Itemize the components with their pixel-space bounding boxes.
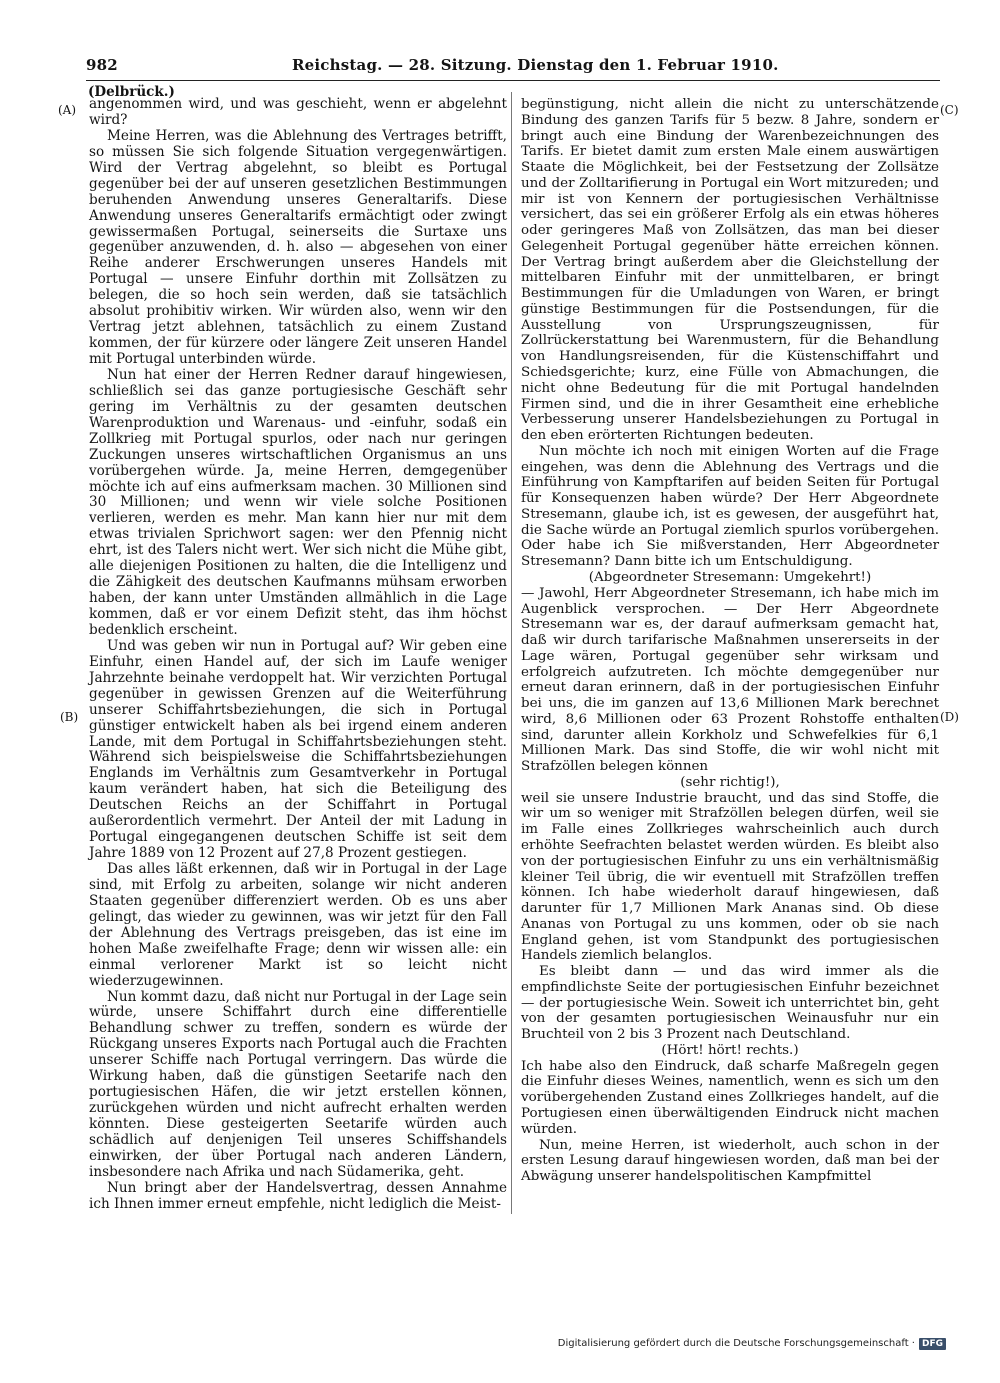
margin-marker-a: (A) — [58, 103, 77, 117]
page-header — [86, 54, 940, 80]
speaker-name: (Delbrück.) — [88, 84, 175, 100]
paragraph: weil sie unsere Industrie braucht, und das sind Stoffe, die wir um so weniger mit Strafzöllen belegen dürfen, weil sie im Falle eines Zollkrieges wahrscheinlich auch durch erhöhte Seefrachten belastet werden würden. Es bleibt also von der portugiesischen Einfuhr zu uns ein verhältnismäßig kleiner Teil übrig, die wir eventuell mit Strafzöllen treffen können. Ich habe wiederholt darauf hingewiesen, daß darunter für 1,7 Millionen Mark Ananas sind. Ob diese Ananas von Portugal zu uns kommen, oder ob sie nach England gehen, ist vom Standpunkt des portugiesischen Handels ziemlich belanglos. — [521, 790, 939, 964]
page-number: 982 — [86, 56, 118, 74]
paragraph: Es bleibt dann — und das wird immer als die empfindlichste Seite der portugiesischen Einfuhr bezeichnet — der portugiesische Wein. Soweit ich unterrichtet bin, geht von der gesamten portugiesischen Weinausfuhr nur ein Bruchteil von 2 bis 3 Prozent nach Deutschland. — [521, 964, 939, 1043]
paragraph: Nun, meine Herren, ist wiederholt, auch schon in der ersten Lesung darauf hingewiesen worden, daß man bei der Abwägung unserer handelspolitischen Kampfmittel — [521, 1137, 939, 1185]
paragraph: Nun bringt aber der Handelsvertrag, dessen Annahme ich Ihnen immer erneut empfehle, nicht lediglich die Meist- — [89, 1179, 507, 1212]
paragraph: Meine Herren, was die Ablehnung des Vertrages betrifft, so müssen Sie sich folgende Situation vergegenwärtigen. Wird der Vertrag abgelehnt, so bleibt es Portugal gegenüber bei der auf unseren gesetzlichen Bestimmungen beruhenden Anwendung unseres Generaltarifs. Diese Anwendung unseres Generaltarifs ermächtigt oder zwingt gewissermaßen Portugal, seinerseits die Surtaxe uns gegenüber anzuwenden, d. h. also — abgesehen von einer Reihe anderer Erschwerungen unseres Handels mit Portugal — unsere Einfuhr dorthin mit Zollsätzen zu belegen, die so hoch sein werden, daß sie tatsächlich absolut prohibitiv wirken. Wir würden also, wenn wir den Vertrag jetzt ablehnen, tatsächlich zu einem Zustand kommen, der für kürzere oder längere Zeit unseren Handel mit Portugal unterbinden würde. — [89, 127, 507, 367]
interjection: (Abgeordneter Stresemann: Umgekehrt!) — [588, 569, 872, 585]
funding-note — [558, 1338, 946, 1350]
left-column — [89, 97, 507, 1213]
right-column — [521, 97, 939, 1185]
paragraph: Nun möchte ich noch mit einigen Worten auf die Frage eingehen, was denn die Ablehnung des Vertrags und die Einführung von Kampftarifen auf beiden Seiten für Portugal für Konsequenzen haben würde? Der Herr Abgeordnete Stresemann, glaube ich, ist es gewesen, der ausgeführt hat, die Sache würde an Portugal ziemlich spurlos vorübergehen. Oder habe ich Sie mißverstanden, Herr Abgeordneter Stresemann? Dann bitte ich um Entschuldigung. — [521, 443, 939, 570]
paragraph: Nun kommt dazu, daß nicht nur Portugal in der Lage sein würde, unsere Schiffahrt durch eine differentielle Behandlung schwer zu treffen, sondern es würde der Rückgang unseres Exports nach Portugal auch die Frachten unserer Schiffe nach Portugal verringern. Das würde die Wirkung haben, daß die günstigen Seetarife nach den portugiesischen Häfen, die wir jetzt erstellen können, zurückgehen würden und nicht aufrecht erhalten werden könnten. Diese gesteigerten Seetarife würden auch schädlich auf denjenigen Teil unseres Schiffshandels einwirken, der über Portugal nach anderen Ländern, insbesondere nach Afrika und nach Südamerika, geht. — [89, 988, 507, 1180]
column-divider — [511, 92, 512, 1214]
paragraph: Und was geben wir nun in Portugal auf? Wir geben eine Einfuhr, einen Handel auf, der sich im Laufe weniger Jahrzehnte beinahe verdoppelt hat. Wir verzichten Portugal gegenüber in gewissen Grenzen auf die Weiterführung unserer Schiffahrtsbeziehungen, die sich in Portugal günstiger entwickelt haben als bei irgend einem anderen Lande, mit dem Portugal in Schiffahrtsbeziehungen steht. Während sich beispielsweise die Schiffahrtsbeziehungen Englands im Verhältnis zum Gesamtverkehr in Portugal kaum verändert haben, hat sich die Beteiligung des Deutschen Reichs an der Schiffahrt in Portugal außerordentlich vermehrt. Der Anteil der mit Ladung in Portugal eingegangenen deutschen Schiffe ist seit dem Jahre 1889 von 12 Prozent auf 27,8 Prozent gestiegen. — [89, 637, 507, 862]
margin-marker-c: (C) — [940, 103, 959, 117]
funding-text: Digitalisierung gefördert durch die Deutsche Forschungsgemeinschaft · — [557, 1338, 915, 1349]
margin-marker-d: (D) — [940, 710, 959, 724]
margin-marker-b: (B) — [60, 710, 79, 724]
paragraph: Das alles läßt erkennen, daß wir in Portugal in der Lage sind, mit Erfolg zu arbeiten, solange wir nicht anderen Staaten gegenüber differenziert werden. Ob es uns aber gelingt, das wieder zu gewinnen, was wir jetzt für den Fall der Ablehnung des Vertrags preisgeben, das ist eine im hohen Maße zweifelhafte Frage; denn wir wissen alle: ein einmal verlorener Markt ist so leicht nicht wiederzugewinnen. — [89, 861, 507, 989]
interjection: (sehr richtig!), — [680, 774, 780, 790]
paragraph: angenommen wird, und was geschieht, wenn er abgelehnt wird? — [89, 96, 507, 128]
paragraph: begünstigung, nicht allein die nicht zu unterschätzende Bindung des ganzen Tarifs für 5 bezw. 8 Jahre, sondern er bringt auch eine Bindung der Warenbezeichnungen des Tarifs. Er bietet damit zum ersten Male einem auswärtigen Staate die Möglichkeit, bei der Festsetzung der Zollsätze und der Zolltarifierung in Portugal ein Wort mitzureden; und mir ist von Kennern der portugiesischen Verhältnisse versichert, das sei ein größerer Erfolg als ein etwas höheres oder geringeres Maß von Zollsätzen, das man bei dieser Gelegenheit Portugal gegenüber hätte erreichen können. Der Vertrag bringt außerdem aber die Gleichstellung der mittelbaren Einfuhr mit der unmittelbaren, er bringt Bestimmungen für die Umladungen von Waren, er bringt günstige Bestimmungen für die Postsendungen, für die Ausstellung von Ursprungszeugnissen, für Zollrückerstattung bei Warenmustern, für die Behandlung von Handlungsreisenden, für die Küstenschiffahrt und Schiedsgerichte; kurz, eine Fülle von Abmachungen, die nicht ohne Bedeutung für die mit Portugal handelnden Firmen sind, und die in ihrer Gesamtheit eine erhebliche Verbesserung unserer Handelsbeziehungen zu Portugal in den eben erörterten Richtungen bedeuten. — [521, 97, 939, 444]
header-rule — [86, 80, 940, 81]
interjection: (Hört! hört! rechts.) — [661, 1042, 799, 1058]
paragraph: — Jawohl, Herr Abgeordneter Stresemann, ich habe mich im Augenblick versprochen. — Der Herr Abgeordnete Stresemann war es, der darauf aufmerksam gemacht hat, daß wir durch tarifarische Maßnahmen unsererseits in der Lage wären, Portugal gegenüber sehr wirksam und erfolgreich aufzutreten. Ich möchte demgegenüber nur erneut daran erinnern, daß in der portugiesischen Einfuhr bei uns, die im ganzen auf 13,6 Millionen Mark berechnet wird, 8,6 Millionen oder 63 Prozent Rohstoffe enthalten sind, darunter allein Korkholz und Schwefelkies für 6,1 Millionen Mark. Das sind Stoffe, die wir wohl nicht mit Strafzöllen belegen können — [521, 585, 939, 775]
paragraph: Nun hat einer der Herren Redner darauf hingewiesen, schließlich sei das ganze portugiesische Geschäft sehr gering im Verhältnis zu der gesamten deutschen Warenproduktion und Warenaus- und -einfuhr, sodaß ein Zollkrieg mit Portugal spurlos, oder nach nur geringen Zuckungen unseres wirtschaftlichen Organismus an uns vorübergehen würde. Ja, meine Herren, demgegenüber möchte ich auf eins aufmerksam machen. 30 Millionen sind 30 Millionen; und wenn wir viele solche Positionen verlieren, werden es mehr. Man kann hier nur mit dem etwas trivialen Sprichwort sagen: wer den Pfennig nicht ehrt, ist des Talers nicht wert. Wer sich nicht die Mühe gibt, alle diejenigen Positionen zu halten, die die Intelligenz und die Zähigkeit des deutschen Kaufmanns mühsam erworben haben, der kann unter Umständen allmählich in die Lage kommen, daß er vor einem Defizit steht, das ihm höchst bedenklich erscheint. — [89, 366, 507, 638]
dfg-logo: DFG — [919, 1338, 946, 1350]
paragraph: Ich habe also den Eindruck, daß scharfe Maßregeln gegen die Einfuhr dieses Weines, namentlich, wenn es sich um den vorübergehenden Zustand eines Zollkrieges handelt, auf die Portugiesen einen überwältigenden Eindruck nicht machen würden. — [521, 1058, 939, 1137]
running-title: Reichstag. — 28. Sitzung. Dienstag den 1. Februar 1910. — [292, 56, 779, 74]
